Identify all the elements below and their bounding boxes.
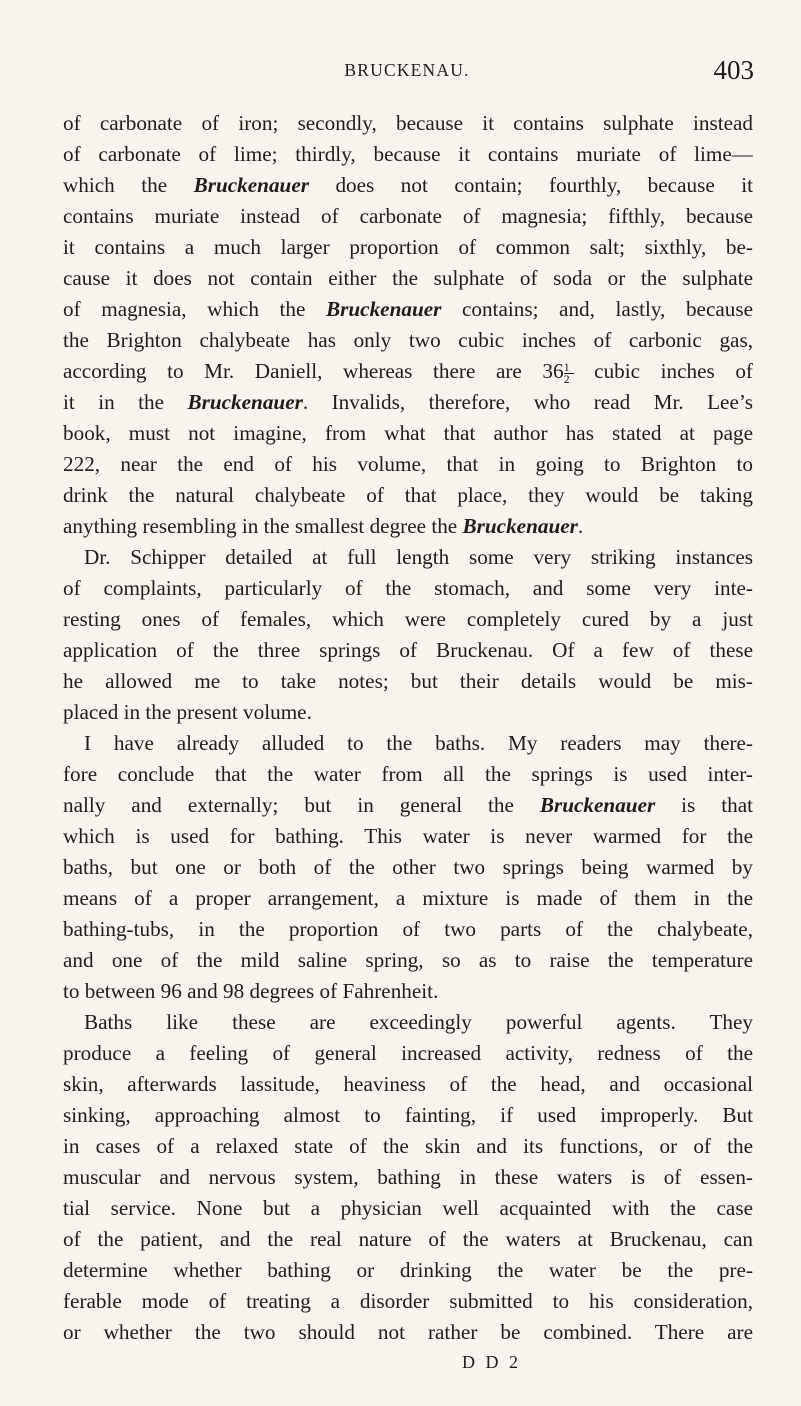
text-line: I have already alluded to the baths. My readers may there- [84, 731, 753, 755]
text-line: of carbonate of lime; thirdly, because it contains muriate of lime— [63, 142, 753, 166]
text-line: which is used for bathing. This water is never warmed for the [63, 824, 753, 848]
text-line: book, must not imagine, from what that author has stated at page [63, 421, 753, 445]
text-line: of the patient, and the real nature of the waters at Bruckenau, can [63, 1227, 753, 1251]
text-line: cause it does not contain either the sulphate of soda or the sulphate [63, 266, 753, 290]
text-line: the Brighton chalybeate has only two cubic inches of carbonic gas, [63, 328, 753, 352]
text-line: bathing-tubs, in the proportion of two parts of the chalybeate, [63, 917, 753, 941]
running-head: BRUCKENAU. [344, 60, 470, 80]
text-line: resting ones of females, which were completely cured by a just [63, 607, 753, 631]
text-line: application of the three springs of Bruckenau. Of a few of these [63, 638, 753, 662]
text-line: 222, near the end of his volume, that in going to Brighton to [63, 452, 753, 476]
text-line: of magnesia, which the Bruckenauer contains; and, lastly, because [63, 297, 753, 321]
text-line: means of a proper arrangement, a mixture is made of them in the [63, 886, 753, 910]
text-line: nally and externally; but in general the Bruckenauer is that [63, 793, 753, 817]
fraction-half: $\frac{1}{2}$ [564, 362, 574, 385]
text-line: of complaints, particularly of the stomach, and some very inte- [63, 576, 753, 600]
text-line: which the Bruckenauer does not contain; fourthly, because it [63, 173, 753, 197]
text-line: or whether the two should not rather be combined. There are [63, 1320, 753, 1344]
text-line: he allowed me to take notes; but their details would be mis- [63, 669, 753, 693]
text-line: determine whether bathing or drinking the water be the pre- [63, 1258, 753, 1282]
text-line: and one of the mild saline spring, so as to raise the temperature [63, 948, 753, 972]
text-line: it contains a much larger proportion of common salt; sixthly, be- [63, 235, 753, 259]
text-line: placed in the present volume. [63, 700, 312, 724]
text-line: skin, afterwards lassitude, heaviness of the head, and occasional [63, 1072, 753, 1096]
text-line: Dr. Schipper detailed at full length some very striking instances [84, 545, 753, 569]
body-text [63, 108, 753, 1348]
text-line: muscular and nervous system, bathing in these waters is of essen- [63, 1165, 753, 1189]
text-line: contains muriate instead of carbonate of magnesia; fifthly, because [63, 204, 753, 228]
text-line: tial service. None but a physician well acquainted with the case [63, 1196, 753, 1220]
text-line: it in the Bruckenauer. Invalids, therefore, who read Mr. Lee’s [63, 390, 753, 414]
text-line: of carbonate of iron; secondly, because it contains sulphate instead [63, 111, 753, 135]
text-line: ferable mode of treating a disorder submitted to his consideration, [63, 1289, 753, 1313]
text-line: baths, but one or both of the other two springs being warmed by [63, 855, 753, 879]
text-line: according to Mr. Daniell, whereas there are 36 $\frac{1}{2}$ cubic inches of [63, 359, 753, 386]
text-line: fore conclude that the water from all the springs is used inter- [63, 762, 753, 786]
text-line: Baths like these are exceedingly powerful agents. They [84, 1010, 753, 1034]
text-line: in cases of a relaxed state of the skin and its functions, or of the [63, 1134, 753, 1158]
page-header [60, 46, 754, 86]
page-number: 403 [713, 55, 754, 85]
text-line: anything resembling in the smallest degree the Bruckenauer. [63, 514, 584, 538]
text-line: produce a feeling of general increased activity, redness of the [63, 1041, 753, 1065]
text-line: to between 96 and 98 degrees of Fahrenheit. [63, 979, 439, 1003]
text-line: drink the natural chalybeate of that place, they would be taking [63, 483, 753, 507]
text-line: sinking, approaching almost to fainting, if used improperly. But [63, 1103, 753, 1127]
signature-mark: D D 2 [462, 1352, 521, 1372]
